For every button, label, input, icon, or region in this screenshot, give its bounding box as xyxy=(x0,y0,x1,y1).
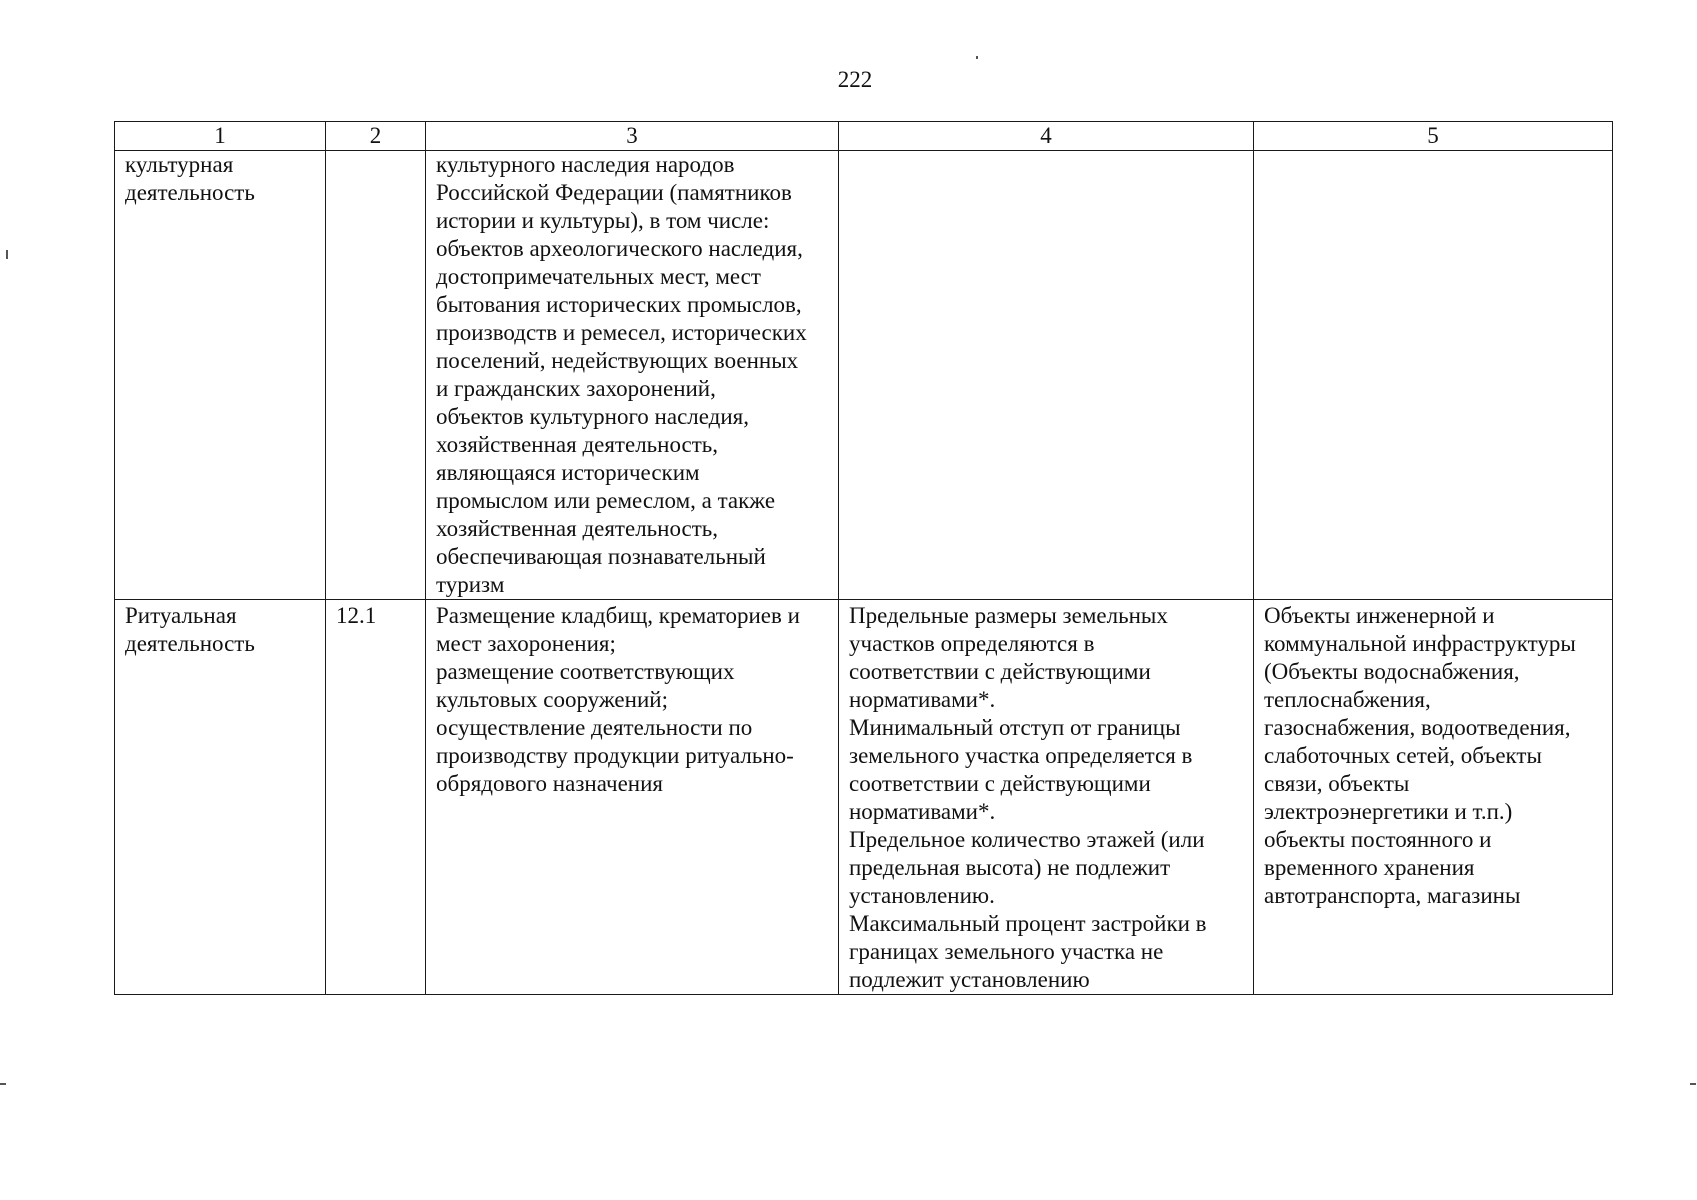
scan-speck xyxy=(1690,1083,1696,1085)
header-col-3: 3 xyxy=(426,122,839,151)
cell-code xyxy=(326,151,426,600)
cell-use-type: Ритуальная деятельность xyxy=(115,600,326,995)
scan-speck xyxy=(976,56,978,59)
scan-speck xyxy=(0,1083,6,1085)
header-row xyxy=(115,122,1613,151)
header-col-1: 1 xyxy=(115,122,326,151)
scan-speck xyxy=(6,250,8,259)
page-number: 222 xyxy=(837,67,873,92)
cell-description: Размещение кладбищ, крематориев и мест захоронения; размещение соответствующих культовых сооружений; осуществление деятельности по производству продукции ритуально- обрядового назначения xyxy=(426,600,839,995)
cell-parameters: Предельные размеры земельных участков определяются в соответствии с действующими нормативами*. Минимальный отступ от границы земельного участка определяется в соответствии с действующими нормативами*. Предельное количество этажей (или предельная высота) не подлежит установлению. Максимальный процент застройки в границах земельного участка не подлежит установлению xyxy=(839,600,1254,995)
table-row xyxy=(115,151,1613,600)
header-col-2: 2 xyxy=(326,122,426,151)
cell-parameters xyxy=(839,151,1254,600)
header-col-4: 4 xyxy=(839,122,1254,151)
cell-use-type: культурная деятельность xyxy=(115,151,326,600)
header-col-5: 5 xyxy=(1254,122,1613,151)
cell-auxiliary-uses: Объекты инженерной и коммунальной инфраструктуры (Объекты водоснабжения, теплоснабжения, газоснабжения, водоотведения, слаботочных сетей, объекты связи, объекты электроэнергетики и т.п.) объекты постоянного и временного хранения автотранспорта, магазины xyxy=(1254,600,1613,995)
cell-code: 12.1 xyxy=(326,600,426,995)
cell-description: культурного наследия народов Российской Федерации (памятников истории и культуры), в том числе: объектов археологического наследия, достопримечательных мест, мест бытования исторических промыслов, производств и ремесел, исторических поселений, недействующих военных и гражданских захоронений, объектов культурного наследия, хозяйственная деятельность, являющаяся историческим промыслом или ремеслом, а также хозяйственная деятельность, обеспечивающая познавательный туризм xyxy=(426,151,839,600)
zoning-table xyxy=(114,121,1613,995)
cell-auxiliary-uses xyxy=(1254,151,1613,600)
table-row xyxy=(115,600,1613,995)
